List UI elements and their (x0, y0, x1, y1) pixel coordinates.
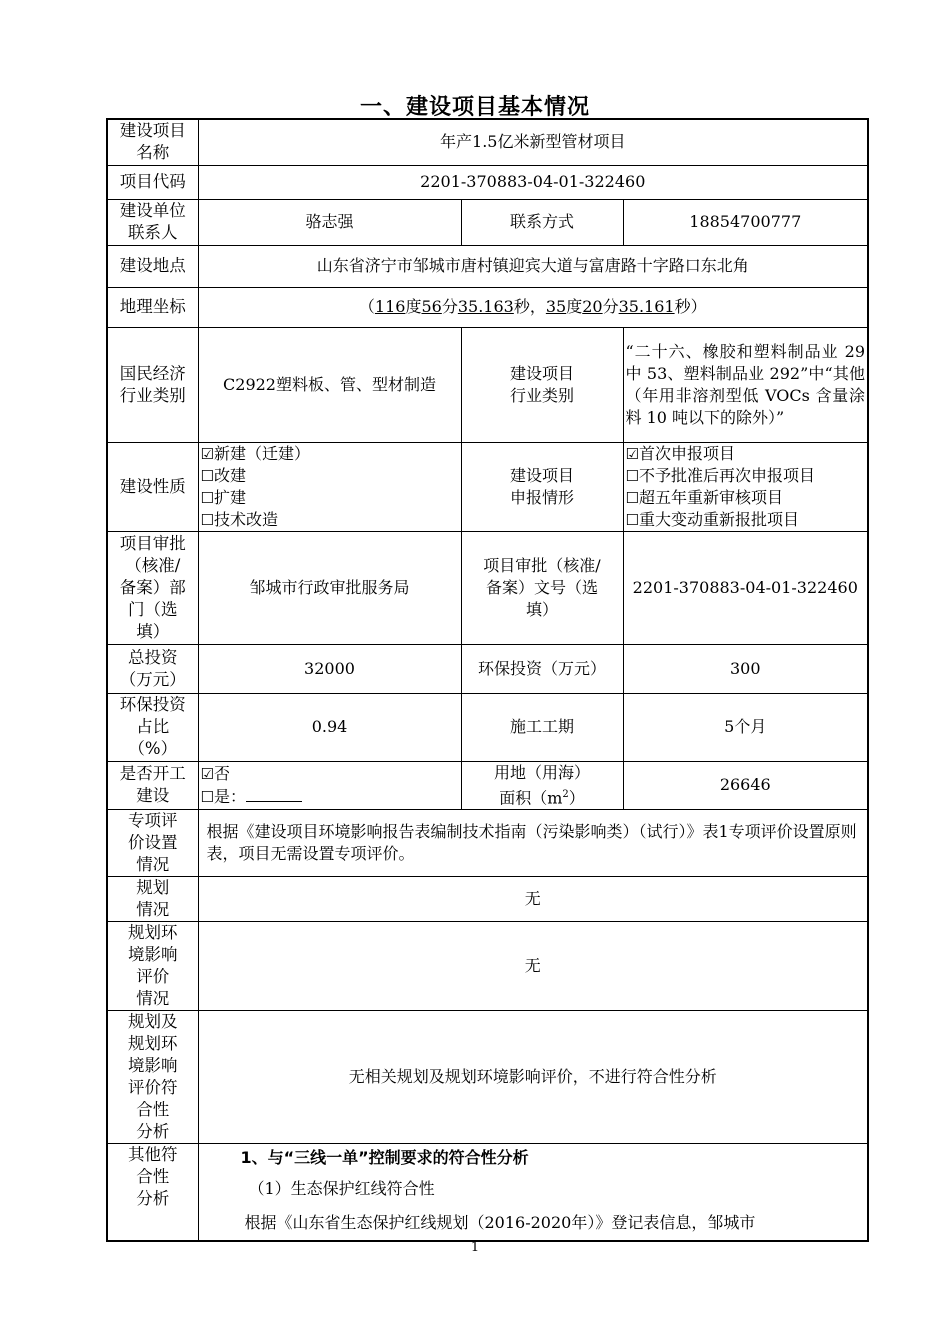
checkbox-option-yes[interactable]: ☐是： (201, 785, 459, 808)
construction-nature-options (198, 442, 461, 531)
planning-eia-label: 规划环 境影响 评价 情况 (107, 921, 198, 1010)
special-eval-value: 根据《建设项目环境影响报告表编制技术指南（污染影响类）（试行）》表1专项评价设置原则表，项目无需设置专项评价。 (198, 809, 868, 876)
construction-nature-label: 建设性质 (107, 442, 198, 531)
unchecked-box-icon: ☐ (625, 510, 639, 529)
contact-person-label: 建设单位 联系人 (107, 199, 198, 245)
checkbox-option-no[interactable]: ☑否 (200, 763, 230, 783)
coordinates-label: 地理坐标 (107, 287, 198, 327)
approval-number-label: 项目审批（核准/ 备案）文号（选 填） (461, 531, 623, 644)
unchecked-box-icon: ☐ (200, 787, 214, 806)
checkbox-option-first-declaration[interactable]: ☑首次申报项目 (625, 443, 735, 463)
declaration-type-label: 建设项目 申报情形 (461, 442, 623, 531)
env-investment-label: 环保投资（万元） (461, 644, 623, 693)
planning-compliance-value: 无相关规划及规划环境影响评价，不进行符合性分析 (198, 1010, 868, 1143)
unchecked-box-icon: ☐ (200, 466, 214, 485)
checkbox-option-new[interactable]: ☑新建（迁建） (200, 443, 310, 463)
planning-compliance-label: 规划及 规划环 境影响 评价符 合性 分析 (107, 1010, 198, 1143)
unchecked-box-icon: ☐ (625, 488, 639, 507)
latitude-seconds: 35.161 (618, 297, 675, 316)
table-row (107, 287, 868, 327)
project-industry-label: 建设项目 行业类别 (461, 327, 623, 442)
location-label: 建设地点 (107, 245, 198, 287)
checkbox-option-redeclaration[interactable]: ☐不予批准后再次申报项目 (625, 465, 815, 485)
table-row (107, 1143, 868, 1241)
checked-box-icon: ☑ (200, 444, 214, 463)
unchecked-box-icon: ☐ (200, 488, 214, 507)
project-name-label: 建设项目 名称 (107, 119, 198, 165)
planning-label: 规划 情况 (107, 876, 198, 921)
yes-blank-field[interactable] (246, 785, 302, 802)
table-row (107, 693, 868, 761)
declaration-type-options (623, 442, 868, 531)
special-eval-label: 专项评 价设置 情况 (107, 809, 198, 876)
checkbox-option-five-year-review[interactable]: ☐超五年重新审核项目 (625, 487, 783, 507)
page-title: 一、建设项目基本情况 (359, 95, 590, 120)
table-row (107, 644, 868, 693)
table-row (107, 327, 868, 442)
industry-category-label: 国民经济 行业类别 (107, 327, 198, 442)
latitude-degrees: 35 (545, 297, 567, 316)
other-compliance-content (198, 1143, 868, 1241)
table-row (107, 876, 868, 921)
latitude-minutes: 20 (582, 297, 603, 316)
started-label: 是否开工 建设 (107, 761, 198, 809)
table-row (107, 809, 868, 876)
table-row (107, 165, 868, 199)
checkbox-option-tech-upgrade[interactable]: ☐技术改造 (200, 509, 278, 529)
contact-person-value: 骆志强 (198, 199, 461, 245)
page-number: 1 (470, 1240, 480, 1255)
project-industry-value: “二十六、橡胶和塑料制品业 29 中 53、塑料制品业 292”中“其他（年用非溶剂型低 VOCs 含量涂料 10 吨以下的除外）” (623, 327, 868, 442)
coordinates-value: （116度56分35.163秒，35度20分35.161秒） (198, 287, 868, 327)
longitude-seconds: 35.163 (457, 297, 514, 316)
unchecked-box-icon: ☐ (625, 466, 639, 485)
table-row (107, 761, 868, 809)
construction-period-value: 5个月 (623, 693, 868, 761)
table-row (107, 199, 868, 245)
planning-eia-value: 无 (198, 921, 868, 1010)
construction-period-label: 施工工期 (461, 693, 623, 761)
section-heading: 1、与“三线一单”控制要求的符合性分析 (240, 1147, 529, 1167)
table-row (107, 245, 868, 287)
project-basic-info-table (106, 118, 869, 1242)
industry-category-value: C2922塑料板、管、型材制造 (198, 327, 461, 442)
contact-method-value: 18854700777 (623, 199, 868, 245)
env-ratio-label: 环保投资 占比 （%） (107, 693, 198, 761)
project-code-value: 2201-370883-04-01-322460 (198, 165, 868, 199)
checkbox-option-major-change[interactable]: ☐重大变动重新报批项目 (625, 509, 799, 529)
table-row (107, 921, 868, 1010)
table-row (107, 1010, 868, 1143)
other-compliance-label: 其他符 合性 分析 (107, 1143, 198, 1241)
longitude-degrees: 116 (374, 297, 406, 316)
planning-value: 无 (198, 876, 868, 921)
checked-box-icon: ☑ (625, 444, 639, 463)
approval-department-value: 邹城市行政审批服务局 (198, 531, 461, 644)
total-investment-value: 32000 (198, 644, 461, 693)
project-name-value: 年产1.5亿米新型管材项目 (198, 119, 868, 165)
env-ratio-value: 0.94 (198, 693, 461, 761)
location-value: 山东省济宁市邹城市唐村镇迎宾大道与富唐路十字路口东北角 (198, 245, 868, 287)
table-row (107, 119, 868, 165)
sub-heading: （1）生态保护红线符合性 (248, 1178, 435, 1198)
env-investment-value: 300 (623, 644, 868, 693)
land-area-value: 26646 (623, 761, 868, 809)
project-code-label: 项目代码 (107, 165, 198, 199)
contact-method-label: 联系方式 (461, 199, 623, 245)
total-investment-label: 总投资 （万元） (107, 644, 198, 693)
unchecked-box-icon: ☐ (200, 510, 214, 529)
body-paragraph: 根据《山东省生态保护红线规划（2016-2020年）》登记表信息，邹城市 (244, 1212, 756, 1232)
started-options (198, 761, 461, 809)
checked-box-icon: ☑ (200, 764, 214, 783)
checkbox-option-rebuild[interactable]: ☐改建 (200, 465, 246, 485)
approval-number-value: 2201-370883-04-01-322460 (623, 531, 868, 644)
checkbox-option-expand[interactable]: ☐扩建 (200, 487, 246, 507)
longitude-minutes: 56 (421, 297, 442, 316)
table-row (107, 442, 868, 531)
approval-department-label: 项目审批 （核准/ 备案）部 门（选 填） (107, 531, 198, 644)
land-area-label: 用地（用海） 面积$(m^2)$ (461, 761, 623, 809)
table-row (107, 531, 868, 644)
